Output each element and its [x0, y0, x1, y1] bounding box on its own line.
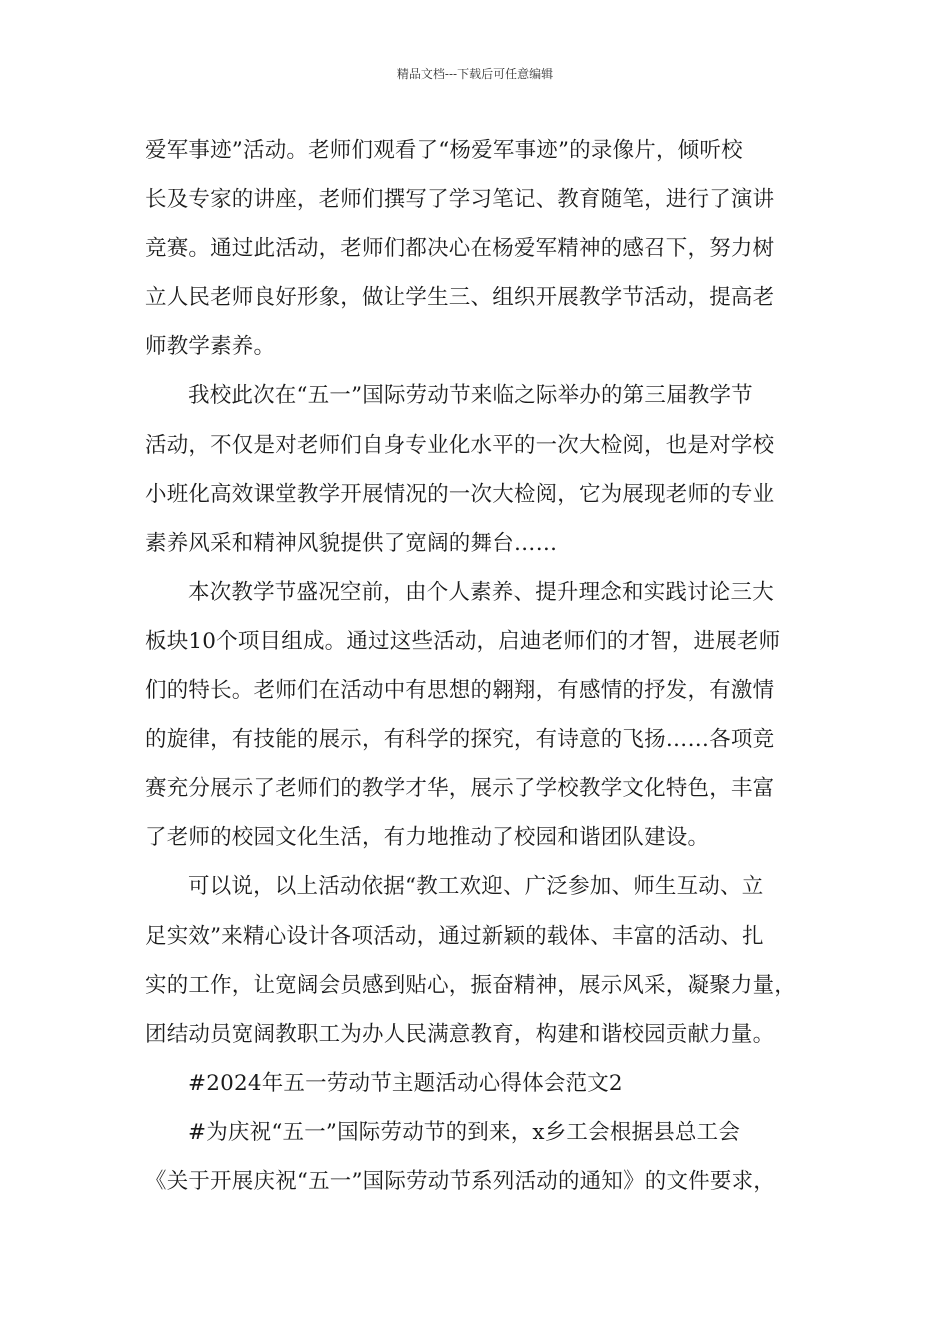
- text-line: 的旋律，有技能的展示，有科学的探究，有诗意的飞扬……各项竞: [145, 727, 775, 753]
- text-line: 了老师的校园文化生活，有力地推动了校园和谐团队建设。: [145, 825, 710, 851]
- text-line: 立人民老师良好形象，做让学生三、组织开展教学节活动，提高老: [145, 285, 775, 311]
- text-line: 活动，不仅是对老师们自身专业化水平的一次大检阅，也是对学校: [145, 432, 775, 458]
- text-line: 小班化高效课堂教学开展情况的一次大检阅，它为展现老师的专业: [145, 481, 775, 507]
- text-line: 爱军事迹”活动。老师们观看了“杨爱军事迹”的录像片，倾听校: [145, 138, 743, 163]
- text-line: 竞赛。通过此活动，老师们都决心在杨爱军精神的感召下，努力树: [145, 236, 775, 262]
- text-line: 师教学素养。: [145, 334, 276, 360]
- text-line: 足实效”来精心设计各项活动，通过新颖的载体、丰富的活动、扎: [145, 923, 764, 949]
- text-line: 实的工作，让宽阔会员感到贴心，振奋精神，展示风采，凝聚力量，: [145, 972, 797, 998]
- text-line: 可以说，以上活动依据“教工欢迎、广泛参加、师生互动、立: [188, 874, 764, 900]
- text-line: 《关于开展庆祝“五一”国际劳动节系列活动的通知》的文件要求，: [145, 1168, 775, 1194]
- text-line: #为庆祝“五一”国际劳动节的到来，x乡工会根据县总工会: [188, 1119, 741, 1145]
- document-body: [145, 132, 810, 1212]
- text-line: 赛充分展示了老师们的教学才华，展示了学校教学文化特色，丰富: [145, 776, 775, 802]
- page-header: 精品文档---下载后可任意编辑: [396, 67, 554, 81]
- text-line: 板块10个项目组成。通过这些活动，启迪老师们的才智，进展老师: [145, 628, 781, 654]
- text-line: 长及专家的讲座，老师们撰写了学习笔记、教育随笔，进行了演讲: [145, 187, 775, 213]
- text-line: 们的特长。老师们在活动中有思想的翱翔，有感情的抒发，有激情: [145, 678, 775, 704]
- text-line: 我校此次在“五一”国际劳动节来临之际举办的第三届教学节: [188, 383, 753, 409]
- text-line: 素养风采和精神风貌提供了宽阔的舞台……: [145, 530, 558, 556]
- text-line: #2024年五一劳动节主题活动心得体会范文2: [188, 1070, 623, 1096]
- text-line: 团结动员宽阔教职工为办人民满意教育，构建和谐校园贡献力量。: [145, 1021, 775, 1047]
- text-line: 本次教学节盛况空前，由个人素养、提升理念和实践讨论三大: [188, 579, 774, 605]
